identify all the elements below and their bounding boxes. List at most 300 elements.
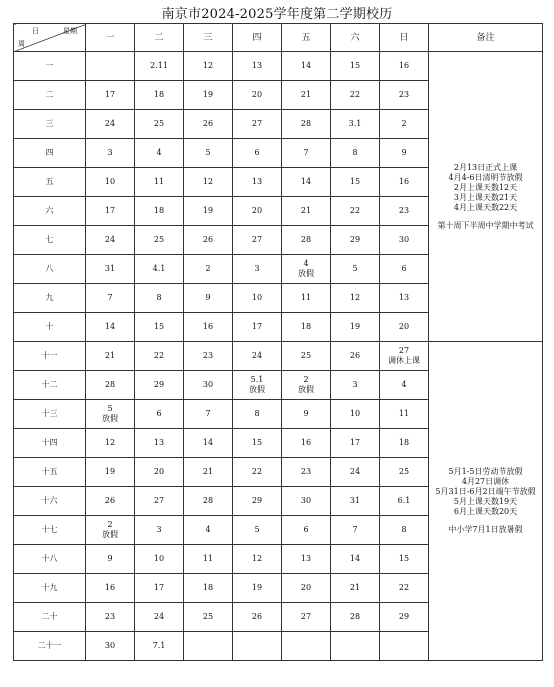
day-cell	[282, 603, 331, 632]
day-date: 16	[202, 322, 214, 331]
week-number-cell: 十八	[14, 545, 86, 574]
day-cell	[380, 458, 429, 487]
day-cell	[282, 226, 331, 255]
day-date: 20	[300, 583, 312, 592]
day-date: 4	[205, 525, 211, 534]
day-date: 7	[107, 293, 113, 302]
day-date: 21	[349, 583, 361, 592]
day-date: 28	[300, 119, 312, 128]
day-cell	[135, 255, 184, 284]
day-date: 3	[254, 264, 260, 273]
day-date: 17	[104, 206, 116, 215]
notes-cell	[429, 342, 543, 661]
day-date: 10	[251, 293, 263, 302]
day-date: 8	[401, 525, 407, 534]
day-cell	[282, 516, 331, 545]
day-date: 30	[202, 380, 214, 389]
day-date: 4.1	[152, 264, 166, 273]
week-number-cell: 四	[14, 139, 86, 168]
day-date: 23	[104, 612, 116, 621]
header-row	[14, 24, 543, 52]
day-cell	[135, 110, 184, 139]
day-date: 5	[254, 525, 260, 534]
day-cell	[380, 197, 429, 226]
day-cell	[86, 458, 135, 487]
day-cell	[282, 371, 331, 400]
day-date: 30	[300, 496, 312, 505]
day-date: 17	[153, 583, 165, 592]
day-cell	[331, 284, 380, 313]
day-cell	[135, 313, 184, 342]
day-cell	[331, 458, 380, 487]
day-date: 16	[300, 438, 312, 447]
day-date: 2	[107, 520, 113, 529]
day-cell	[233, 81, 282, 110]
day-date: 18	[300, 322, 312, 331]
day-date: 10	[349, 409, 361, 418]
week-number-cell: 二十	[14, 603, 86, 632]
day-date: 3	[107, 148, 113, 157]
day-cell	[184, 52, 233, 81]
day-cell	[86, 110, 135, 139]
day-cell	[380, 81, 429, 110]
day-date: 22	[153, 351, 165, 360]
week-number-cell: 十五	[14, 458, 86, 487]
day-date: 24	[104, 119, 116, 128]
day-cell	[380, 400, 429, 429]
day-date: 12	[251, 554, 263, 563]
page-title: 南京市2024-2025学年度第二学期校历	[161, 7, 393, 22]
week-number-cell: 六	[14, 197, 86, 226]
day-cell	[282, 429, 331, 458]
day-date: 9	[205, 293, 211, 302]
day-cell	[184, 371, 233, 400]
day-cell	[135, 168, 184, 197]
day-cell	[135, 429, 184, 458]
day-cell	[282, 458, 331, 487]
week-number-cell: 一	[14, 52, 86, 81]
day-cell	[86, 545, 135, 574]
day-cell	[233, 197, 282, 226]
day-date: 15	[349, 61, 361, 70]
day-cell	[380, 168, 429, 197]
day-cell	[331, 400, 380, 429]
day-cell	[233, 52, 282, 81]
day-date: 9	[303, 409, 309, 418]
weekday-header: 六	[331, 24, 380, 52]
day-date: 14	[104, 322, 116, 331]
day-date: 16	[398, 177, 410, 186]
day-cell	[282, 168, 331, 197]
day-date: 3.1	[348, 119, 362, 128]
week-number-cell: 十三	[14, 400, 86, 429]
note-line: 5月上课天数19天	[453, 497, 518, 506]
day-cell	[86, 574, 135, 603]
note-spacer	[429, 213, 542, 221]
day-date: 2	[205, 264, 211, 273]
day-cell	[86, 168, 135, 197]
day-date: 5	[205, 148, 211, 157]
week-number-cell: 十一	[14, 342, 86, 371]
day-cell	[86, 255, 135, 284]
day-cell	[331, 52, 380, 81]
day-date: 30	[398, 235, 410, 244]
notes-header: 备注	[429, 24, 543, 52]
day-date: 23	[398, 206, 410, 215]
day-cell	[331, 168, 380, 197]
day-cell	[86, 632, 135, 661]
day-date: 15	[398, 554, 410, 563]
day-date: 25	[153, 119, 165, 128]
day-date: 11	[153, 177, 165, 186]
day-date: 12	[104, 438, 116, 447]
day-cell	[184, 603, 233, 632]
day-cell	[135, 458, 184, 487]
day-cell	[282, 487, 331, 516]
day-cell	[135, 516, 184, 545]
day-date: 19	[104, 467, 116, 476]
day-cell	[380, 255, 429, 284]
day-date: 19	[202, 206, 214, 215]
day-cell	[86, 371, 135, 400]
day-cell	[282, 197, 331, 226]
day-cell	[233, 168, 282, 197]
week-number-cell: 十	[14, 313, 86, 342]
day-cell	[184, 429, 233, 458]
day-cell	[233, 342, 282, 371]
day-date: 18	[153, 90, 165, 99]
week-row	[14, 52, 543, 81]
day-cell	[86, 226, 135, 255]
day-cell	[233, 458, 282, 487]
day-cell	[331, 226, 380, 255]
week-number-cell: 五	[14, 168, 86, 197]
day-cell	[135, 139, 184, 168]
day-cell	[331, 516, 380, 545]
corner-weekday-label: 星期	[63, 27, 77, 35]
day-cell	[86, 516, 135, 545]
day-cell	[331, 197, 380, 226]
day-cell	[380, 574, 429, 603]
day-date: 23	[300, 467, 312, 476]
weekday-header: 三	[184, 24, 233, 52]
day-cell	[86, 342, 135, 371]
corner-header-cell	[14, 24, 86, 52]
day-date: 24	[104, 235, 116, 244]
day-cell	[233, 371, 282, 400]
day-date: 29	[251, 496, 263, 505]
day-date: 25	[398, 467, 410, 476]
day-cell	[135, 197, 184, 226]
day-cell	[184, 226, 233, 255]
day-date: 23	[398, 90, 410, 99]
day-date: 21	[300, 206, 312, 215]
day-cell	[184, 342, 233, 371]
note-line: 5月31日-6月2日端午节放假	[435, 487, 536, 496]
day-cell	[184, 255, 233, 284]
day-cell	[184, 516, 233, 545]
day-date: 17	[104, 90, 116, 99]
day-date: 19	[202, 90, 214, 99]
weekday-header: 一	[86, 24, 135, 52]
note-line: 2月上课天数12天	[453, 182, 518, 192]
day-annotation: 放假	[102, 530, 118, 539]
day-cell	[282, 545, 331, 574]
day-cell	[233, 255, 282, 284]
day-date: 9	[401, 148, 407, 157]
day-date: 24	[251, 351, 263, 360]
day-date: 18	[202, 583, 214, 592]
day-cell	[86, 52, 135, 81]
day-date: 16	[104, 583, 116, 592]
day-cell	[331, 110, 380, 139]
day-cell	[282, 255, 331, 284]
day-cell	[282, 342, 331, 371]
day-date: 21	[300, 90, 312, 99]
day-cell	[86, 139, 135, 168]
day-date: 12	[202, 61, 214, 70]
day-date: 27	[300, 612, 312, 621]
notes-cell	[429, 52, 543, 342]
day-date: 3	[352, 380, 358, 389]
day-date: 12	[349, 293, 361, 302]
day-cell	[282, 400, 331, 429]
day-cell	[282, 632, 331, 661]
week-number-cell: 九	[14, 284, 86, 313]
day-cell	[184, 284, 233, 313]
day-date: 27	[153, 496, 165, 505]
note-spacer	[429, 517, 542, 525]
weekday-header: 四	[233, 24, 282, 52]
day-cell	[184, 81, 233, 110]
day-cell	[135, 632, 184, 661]
week-number-cell: 十九	[14, 574, 86, 603]
week-number-cell: 十七	[14, 516, 86, 545]
day-cell	[184, 168, 233, 197]
day-cell	[233, 516, 282, 545]
day-cell	[184, 487, 233, 516]
day-cell	[184, 458, 233, 487]
day-cell	[233, 400, 282, 429]
day-cell	[86, 197, 135, 226]
day-cell	[184, 139, 233, 168]
day-date: 29	[349, 235, 361, 244]
day-date: 16	[398, 61, 410, 70]
note-line: 4月4-6日清明节放假	[448, 172, 523, 182]
week-number-cell: 八	[14, 255, 86, 284]
day-cell	[184, 313, 233, 342]
day-cell	[331, 545, 380, 574]
day-date: 2	[303, 375, 309, 384]
day-date: 2	[401, 119, 407, 128]
day-date: 26	[104, 496, 116, 505]
week-number-cell: 七	[14, 226, 86, 255]
day-cell	[331, 255, 380, 284]
day-cell	[233, 632, 282, 661]
day-cell	[233, 429, 282, 458]
day-date: 6	[254, 148, 260, 157]
day-cell	[233, 574, 282, 603]
day-cell	[135, 342, 184, 371]
day-date: 7	[303, 148, 309, 157]
day-cell	[282, 574, 331, 603]
day-cell	[233, 110, 282, 139]
day-date: 10	[104, 177, 116, 186]
day-date: 23	[202, 351, 214, 360]
day-date: 14	[202, 438, 214, 447]
day-cell	[233, 313, 282, 342]
day-cell	[331, 371, 380, 400]
day-cell	[331, 81, 380, 110]
day-date: 24	[349, 467, 361, 476]
day-cell	[233, 139, 282, 168]
note-line: 5月1-5日劳动节放假	[448, 467, 523, 476]
day-date: 28	[202, 496, 214, 505]
weekday-header: 日	[380, 24, 429, 52]
day-date: 15	[251, 438, 263, 447]
day-annotation: 放假	[298, 269, 314, 278]
day-cell	[331, 487, 380, 516]
week-row	[14, 342, 543, 371]
note-line: 中小学7月1日放暑假	[448, 525, 523, 534]
day-cell	[380, 342, 429, 371]
week-number-cell: 十四	[14, 429, 86, 458]
day-date: 29	[398, 612, 410, 621]
day-annotation: 放假	[102, 414, 118, 423]
day-cell	[331, 603, 380, 632]
day-cell	[135, 603, 184, 632]
day-cell	[86, 400, 135, 429]
day-cell	[331, 342, 380, 371]
day-cell	[380, 371, 429, 400]
day-cell	[135, 371, 184, 400]
week-number-cell: 二十一	[14, 632, 86, 661]
day-date: 21	[202, 467, 214, 476]
day-cell	[135, 81, 184, 110]
day-cell	[135, 574, 184, 603]
day-date: 11	[202, 554, 214, 563]
day-date: 5	[107, 404, 113, 413]
day-date: 19	[349, 322, 361, 331]
note-line: 2月13日正式上课	[453, 162, 518, 172]
day-cell	[282, 81, 331, 110]
day-date: 13	[398, 293, 410, 302]
day-date: 11	[398, 409, 410, 418]
day-cell	[233, 487, 282, 516]
day-cell	[380, 313, 429, 342]
day-date: 18	[153, 206, 165, 215]
week-number-cell: 十六	[14, 487, 86, 516]
day-date: 22	[349, 206, 361, 215]
day-date: 20	[398, 322, 410, 331]
day-cell	[184, 545, 233, 574]
day-cell	[86, 429, 135, 458]
day-date: 14	[349, 554, 361, 563]
day-date: 13	[251, 177, 263, 186]
day-date: 12	[202, 177, 214, 186]
day-cell	[380, 632, 429, 661]
day-date: 28	[104, 380, 116, 389]
day-cell	[135, 400, 184, 429]
day-cell	[380, 226, 429, 255]
day-date: 4	[156, 148, 162, 157]
week-number-cell: 三	[14, 110, 86, 139]
day-cell	[380, 487, 429, 516]
day-date: 18	[398, 438, 410, 447]
day-cell	[86, 284, 135, 313]
day-date: 3	[156, 525, 162, 534]
day-cell	[331, 574, 380, 603]
day-date: 15	[153, 322, 165, 331]
day-date: 6	[303, 525, 309, 534]
day-date: 31	[349, 496, 361, 505]
day-cell	[233, 545, 282, 574]
day-cell	[282, 139, 331, 168]
note-line: 4月27日调休	[461, 477, 510, 486]
day-date: 14	[300, 177, 312, 186]
corner-date-label: 日	[32, 27, 39, 35]
day-cell	[282, 110, 331, 139]
day-cell	[233, 603, 282, 632]
day-date: 9	[107, 554, 113, 563]
day-cell	[282, 284, 331, 313]
day-date: 8	[254, 409, 260, 418]
day-cell	[380, 52, 429, 81]
day-cell	[380, 284, 429, 313]
corner-week-label: 周	[18, 40, 25, 48]
day-cell	[184, 632, 233, 661]
day-annotation: 放假	[249, 385, 265, 394]
day-date: 25	[153, 235, 165, 244]
day-date: 22	[251, 467, 263, 476]
day-date: 7.1	[152, 641, 166, 650]
day-date: 27	[251, 235, 263, 244]
day-date: 13	[251, 61, 263, 70]
day-cell	[184, 110, 233, 139]
day-date: 7	[205, 409, 211, 418]
day-date: 17	[349, 438, 361, 447]
day-date: 22	[398, 583, 410, 592]
day-cell	[135, 226, 184, 255]
day-date: 2.11	[150, 61, 168, 70]
day-date: 29	[153, 380, 165, 389]
weekday-header: 二	[135, 24, 184, 52]
day-cell	[331, 632, 380, 661]
day-date: 17	[251, 322, 263, 331]
day-date: 20	[153, 467, 165, 476]
day-date: 27	[398, 346, 410, 355]
day-cell	[135, 487, 184, 516]
day-cell	[282, 313, 331, 342]
week-number-cell: 十二	[14, 371, 86, 400]
day-cell	[331, 429, 380, 458]
day-date: 25	[202, 612, 214, 621]
day-date: 26	[251, 612, 263, 621]
day-cell	[184, 400, 233, 429]
note-line: 6月上课天数20天	[453, 507, 518, 516]
weekday-header: 五	[282, 24, 331, 52]
day-date: 4	[303, 259, 309, 268]
day-cell	[331, 313, 380, 342]
school-calendar-table	[13, 23, 543, 661]
day-date: 28	[300, 235, 312, 244]
day-date: 4	[401, 380, 407, 389]
day-date: 6.1	[397, 496, 411, 505]
day-date: 26	[202, 119, 214, 128]
day-date: 30	[104, 641, 116, 650]
day-date: 27	[251, 119, 263, 128]
day-cell	[233, 284, 282, 313]
